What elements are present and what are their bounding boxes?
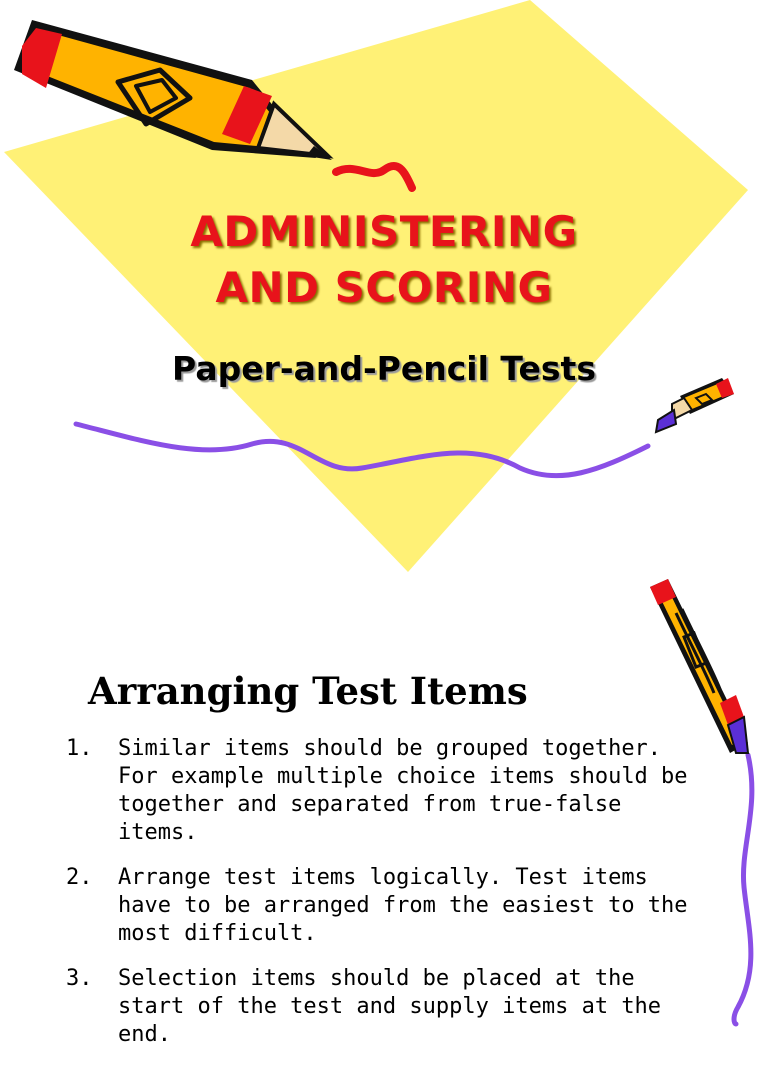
slide-heading: Arranging Test Items <box>88 669 528 713</box>
list-item-text: Similar items should be grouped together. For example multiple choice items should be together and separated from true-false items. <box>118 736 688 845</box>
list-item <box>66 965 706 1049</box>
purple-vertical-squiggle <box>734 755 752 1024</box>
list-item <box>66 864 706 948</box>
content-slide <box>0 577 768 1047</box>
slide-subtitle: Paper-and-Pencil Tests <box>172 349 596 388</box>
list-item <box>66 735 706 847</box>
list-item-number: 2. <box>66 865 93 890</box>
vertical-pencil-icon <box>650 579 748 753</box>
list-item-number: 3. <box>66 966 93 991</box>
slide-title-line-1: ADMINISTERING <box>190 207 578 256</box>
numbered-list <box>66 735 706 1066</box>
list-item-number: 1. <box>66 736 93 761</box>
slide-title-line-2: AND SCORING <box>215 263 553 312</box>
list-item-text: Selection items should be placed at the start of the test and supply items at the end. <box>118 966 662 1047</box>
list-item-text: Arrange test items logically. Test items have to be arranged from the easiest to the most difficult. <box>118 865 688 946</box>
